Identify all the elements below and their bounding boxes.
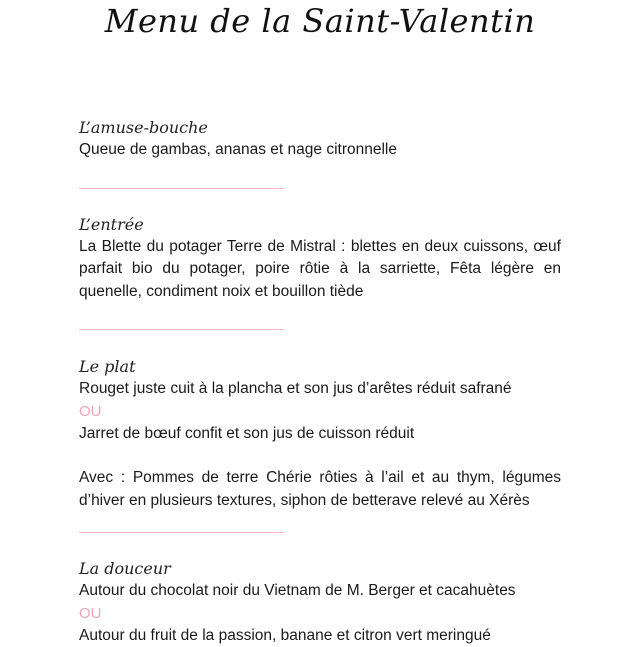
or-separator: OU — [79, 401, 561, 423]
section-plat — [79, 356, 561, 512]
menu-content — [79, 117, 561, 647]
section-heading: L’entrée — [79, 214, 561, 236]
section-amuse-bouche — [79, 117, 561, 162]
dish-description: Queue de gambas, ananas et nage citronnelle — [79, 139, 561, 162]
section-douceur — [79, 558, 561, 647]
dessert-option-2: Autour du fruit de la passion, banane et citron vert meringué — [79, 625, 561, 647]
dessert-option-1: Autour du chocolat noir du Vietnam de M. Berger et cacahuètes — [79, 580, 561, 603]
menu-title: Menu de la Saint-Valentin — [0, 2, 640, 40]
section-heading: La douceur — [79, 558, 561, 580]
section-heading: Le plat — [79, 356, 561, 378]
dish-description: La Blette du potager Terre de Mistral : blettes en deux cuissons, œuf parfait bio du potager, poire rôtie à la sarriette, Fêta légère en quenelle, condiment noix et bouillon tiède — [79, 236, 561, 304]
side-dish-description: Avec : Pommes de terre Chérie rôties à l’ail et au thym, légumes d’hiver en plusieurs textures, siphon de betterave relevé au Xérès — [79, 467, 561, 512]
dish-option-2: Jarret de bœuf confit et son jus de cuisson réduit — [79, 423, 561, 446]
or-separator: OU — [79, 603, 561, 625]
dish-option-1: Rouget juste cuit à la plancha et son jus d’arêtes réduit safrané — [79, 378, 561, 401]
section-entree — [79, 214, 561, 304]
section-heading: L’amuse-bouche — [79, 117, 561, 139]
